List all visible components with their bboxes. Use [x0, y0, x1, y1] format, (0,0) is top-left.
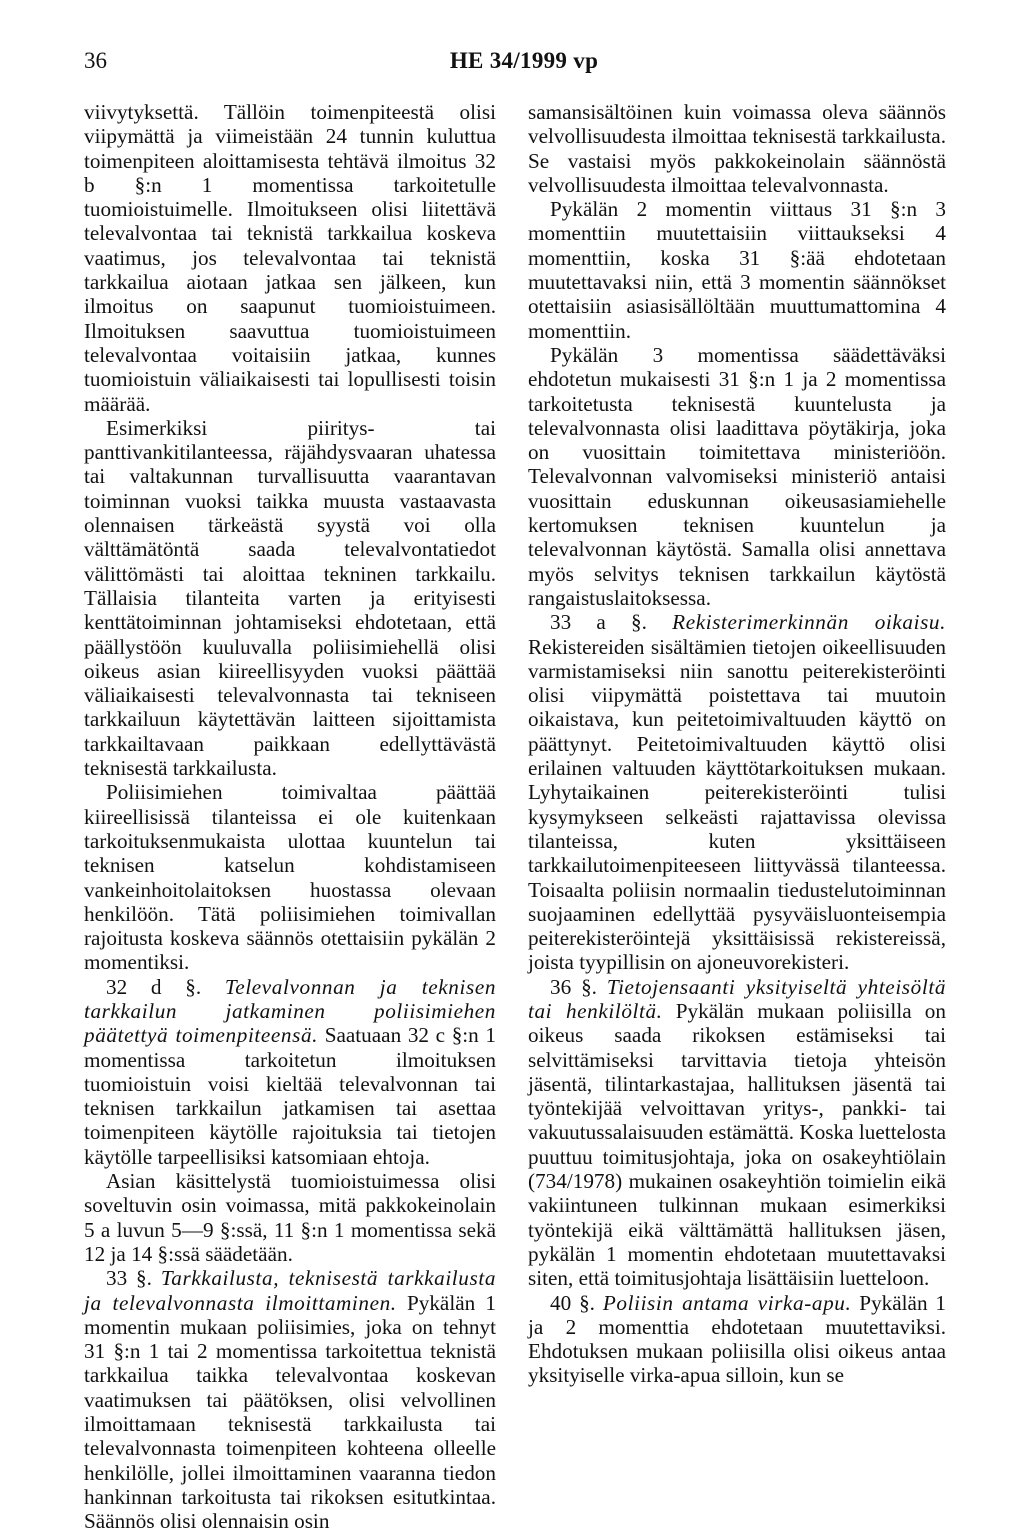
section-paragraph [84, 1266, 496, 1533]
paragraph: Pykälän 2 momentin viittaus 31 §:n 3 momenttiin muutettaisiin viittaukseksi 4 momenttiin, koska 31 §:ää ehdotetaan muutettavaksi niin, että 3 momentin säännökset otettaisiin asiasisällöltään muuttumattomina 4 momenttiin. [528, 197, 946, 343]
section-number: 36 §. [550, 974, 597, 999]
paragraph: Esimerkiksi piiritys- tai panttivankitilanteessa, räjähdysvaaran uhatessa tai valtakunnan turvallisuutta vaarantavan toiminnan vuoksi taikka muusta vastaavasta olennaisen tärkeästä syystä voi olla välttämätöntä saada televalvontatiedot välittömästi tai aloittaa tekninen tarkkailu. Tällaisia tilanteita varten ja erityisesti kenttätoiminnan johtamiseksi ehdotetaan, että päällystöön kuuluvalla poliisimiehellä olisi oikeus asian kiireellisyyden vuoksi päättää väliaikaisesti televalvonnasta tai tekniseen tarkkailuun käytettävän laitteen sijoittamista tarkkailtavaan paikkaan edellyttävästä teknisestä tarkkailusta. [84, 415, 496, 781]
section-number: 33 §. [106, 1266, 152, 1291]
section-heading: Televalvonnan ja teknisen tarkkailun jatkaminen poliisimiehen päätettyä toimenpiteensä. [84, 974, 497, 1048]
section-heading: Tarkkailusta, teknisestä tarkkailusta ja televalvonnasta ilmoittaminen. [84, 1266, 497, 1315]
section-paragraph [84, 975, 496, 1169]
section-number: 33 a §. [550, 610, 647, 635]
section-text: Pykälän 1 momentin mukaan poliisimies, joka on tehnyt 31 §:n 1 tai 2 momentissa tarkoitettua teknistä tarkkailua taikka televalvontaa koskevan vaatimuksen tai päätöksen, olisi velvollinen ilmoittamaan teknisestä tarkkailusta tai televalvonnasta toimenpiteen kohteena olleelle henkilölle, jollei ilmoittaminen vaaranna tiedon hankinnan tarkoitusta tai rikoksen esitutkintaa. Säännös olisi olennaisin osin [84, 1290, 497, 1534]
paragraph: Asian käsittelystä tuomioistuimessa olisi soveltuvin osin voimassa, mitä pakkokeinolain 5 a luvun 5—9 §:ssä, 11 §:n 1 momentissa sekä 12 ja 14 §:ssä säädetään. [84, 1169, 496, 1266]
right-column [528, 100, 946, 1388]
section-heading: Poliisin antama virka-apu. [602, 1290, 852, 1315]
document-identifier: HE 34/1999 vp [449, 48, 599, 73]
paragraph: Poliisimiehen toimivaltaa päättää kiireellisissä tilanteissa ei ole kuitenkaan tarkoituksenmukaista ulottaa kuuntelun tai teknisen katselun kohdistamiseen vankeinhoitolaitoksen huostassa olevaan henkilöön. Tätä poliisimiehen toimivallan rajoitusta koskeva säännös otettaisiin pykälän 2 momentiksi. [84, 780, 496, 975]
section-text: Pykälän 1 ja 2 momenttia ehdotetaan muutettaviksi. Ehdotuksen mukaan poliisilla olisi oikeus antaa yksityiselle virka-apua silloin, kun se [528, 1290, 947, 1388]
body-text [84, 100, 974, 1534]
page-header [84, 48, 964, 82]
section-paragraph [528, 1291, 946, 1388]
section-number: 40 §. [550, 1290, 595, 1315]
paragraph: viivytyksettä. Tällöin toimenpiteestä olisi viipymättä ja viimeistään 24 tunnin kuluttua toimenpiteen aloittamisesta tehtävä ilmoitus 32 b §:n 1 momentissa tarkoitetulle tuomioistuimelle. Ilmoitukseen olisi liitettävä televalvontaa tai teknistä tarkkailua koskeva vaatimus, jos televalvontaa tai teknistä tarkkailua aiotaan jatkaa sen jälkeen, kun ilmoitus on saapunut tuomioistuimeen. Ilmoituksen saavuttua tuomioistuimeen televalvontaa voitaisiin jatkaa, kunnes tuomioistuin väliaikaisesti tai lopullisesti toisin määrää. [84, 100, 496, 416]
page-number: 36 [84, 48, 107, 73]
section-number: 32 d §. [106, 974, 202, 999]
section-heading: Rekisterimerkinnän oikaisu. [672, 610, 947, 635]
left-column [84, 100, 496, 1534]
section-text: Rekistereiden sisältämien tietojen oikeellisuuden varmistamiseksi niin sanottu peiterekisteröinti olisi viipymättä poistettava tai muutoin oikaistava, kun peitetoimivaltuuden käyttö on päättynyt. Peitetoimivaltuuden käyttö olisi erilainen valtuuden käyttötarkoituksen mukaan. Lyhytaikainen peiterekisteröinti tulisi kysymykseen selkeästi rajattavissa olevissa tilanteissa, kuten yksittäiseen tarkkailutoimenpiteeseen liittyvässä tilanteessa. Toisaalta poliisin normaalin tiedustelutoiminnan suojaaminen edellyttää pysyväisluonteisempia peiterekisteröintejä yksittäisissä rekistereissä, joista tyypillisin on ajoneuvorekisteri. [528, 634, 946, 975]
paragraph: samansisältöinen kuin voimassa oleva säännös velvollisuudesta ilmoittaa teknisestä tarkkailusta. Se vastaisi myös pakkokeinolain säännöstä velvollisuudesta ilmoittaa televalvonnasta. [528, 100, 946, 197]
section-text: Pykälän mukaan poliisilla on oikeus saada rikoksen estämiseksi tai selvittämiseksi tarvittavia tietoja yhteisön jäsentä, tilintarkastajaa, hallituksen jäsentä tai työntekijää velvoittavan yritys-, pankki- tai vakuutussalaisuuden estämättä. Koska luettelosta puuttuu toimitusjohtaja, joka on osakeyhtiölain (734/1978) mukainen osakeyhtiön toimielin eikä vakiintuneen tulkinnan mukaan esimerkiksi työntekijä eikä välttämättä hallituksen jäsen, pykälän 1 momentin ehdotetaan muutettavaksi siten, että toimitusjohtaja lisättäisiin luetteloon. [528, 998, 946, 1291]
section-heading: Tietojensaanti yksityiseltä yhteisöltä tai henkilöltä. [528, 974, 947, 1023]
section-paragraph [528, 610, 946, 974]
section-paragraph [528, 975, 946, 1291]
section-text: Saatuaan 32 c §:n 1 momentissa tarkoitetun ilmoituksen tuomioistuin voisi kieltää televalvonnan tai teknisen tarkkailun jatkamisen tai asettaa toimenpiteen käytölle rajoituksia tai tietojen käytölle tarpeellisiksi katsomiaan ehtoja. [84, 1023, 496, 1169]
paragraph: Pykälän 3 momentissa säädettäväksi ehdotetun mukaisesti 31 §:n 1 ja 2 momentissa tarkoitetusta teknisestä kuuntelusta ja televalvonnasta olisi laadittava pöytäkirja, joka on vuosittain toimitettava ministeriöön. Televalvonnan valvomiseksi ministeriö antaisi vuosittain eduskunnan oikeusasiamiehelle kertomuksen teknisen kuuntelun ja televalvonnan käytöstä. Samalla olisi annettava myös selvitys teknisen tarkkailun käytöstä rangaistuslaitoksessa. [528, 342, 946, 610]
